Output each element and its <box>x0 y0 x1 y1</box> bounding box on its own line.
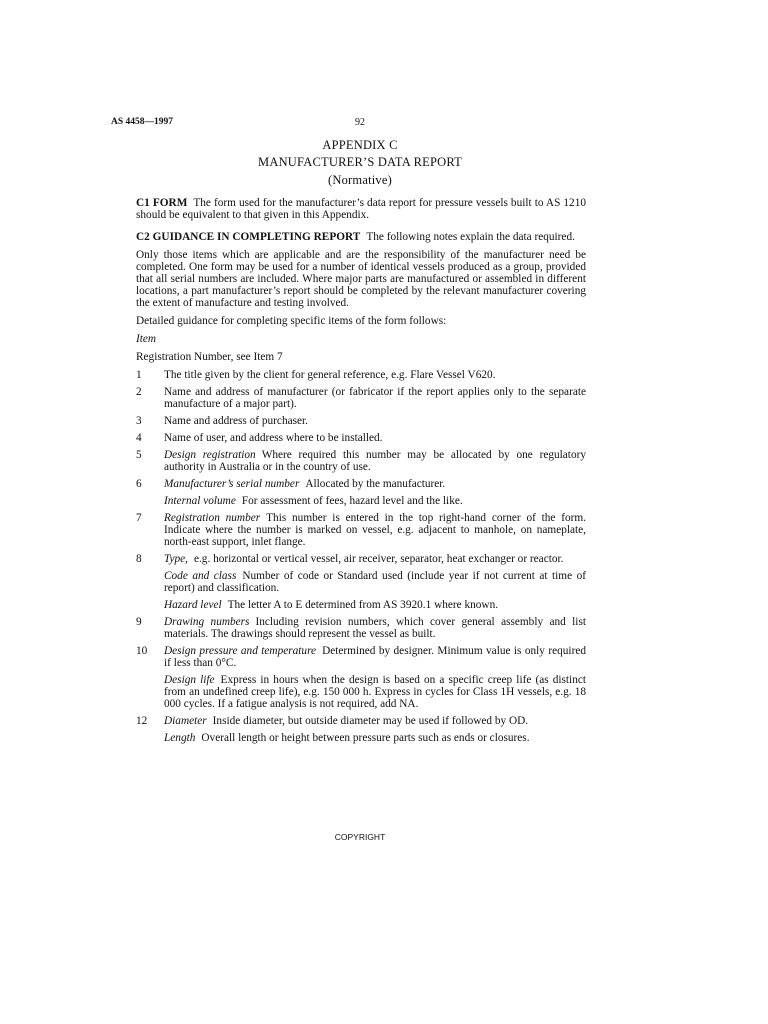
list-item <box>136 432 586 444</box>
list-item <box>136 645 586 710</box>
list-item <box>136 616 586 640</box>
item-subentry-text: Overall length or height between pressure parts such as ends or closures. <box>201 732 530 744</box>
item-body <box>164 645 586 710</box>
page-number: 92 <box>355 117 365 128</box>
item-body <box>164 478 586 507</box>
item-body <box>164 369 586 381</box>
section-c1 <box>136 197 586 221</box>
item-subentry <box>164 732 586 744</box>
list-item <box>136 369 586 381</box>
item-body <box>164 386 586 410</box>
item-number: 4 <box>136 432 142 444</box>
copyright-footer: COPYRIGHT <box>334 832 386 842</box>
item-text: This number is entered in the top right-hand corner of the form. Indicate where the number is marked on vessel, e.g. adjacent to manhole, on nameplate, north-east support, inlet flange. <box>164 512 586 548</box>
item-number: 1 <box>136 369 142 381</box>
item-text-line <box>164 553 586 565</box>
item-text-line <box>164 478 586 490</box>
item-subentry <box>164 495 586 507</box>
list-item <box>136 715 586 744</box>
section-c2-paragraph: Only those items which are applicable and are the responsibility of the manufacturer need be completed. One form may be used for a number of identical vessels produced as a group, provided that all serial numbers are included. Where major parts are manufactured or assembled in different locations, a part manufacturer’s report should be completed by the relevant manufacturer covering the extent of manufacture and testing involved. <box>136 249 586 309</box>
item-subentry-text: Number of code or Standard used (include year if not current at time of report) and classification. <box>164 570 586 594</box>
section-c2-intro: Detailed guidance for completing specific items of the form follows: <box>136 315 447 327</box>
item-number: 8 <box>136 553 142 565</box>
item-subentry <box>164 674 586 710</box>
item-subentry-term: Internal volume <box>164 495 236 507</box>
item-text-line <box>164 432 586 444</box>
item-term: Design pressure and temperature <box>164 645 317 657</box>
item-body <box>164 616 586 640</box>
item-body <box>164 715 586 744</box>
item-subentry-term: Hazard level <box>164 599 222 611</box>
item-number: 3 <box>136 415 142 427</box>
item-subentry-text: Express in hours when the design is based on a specific creep life (as distinct from an undefined creep life), e.g. 150 000 h. Express in cycles for Class 1H vessels, e.g. 18 000 cycles. If a fatigue analysis is not required, add NA. <box>164 674 586 710</box>
list-item <box>136 512 586 548</box>
item-text: Where required this number may be allocated by one regulatory authority in Australia or in the country of use. <box>164 449 586 473</box>
item-number: 5 <box>136 449 142 461</box>
item-term: Manufacturer’s serial number <box>164 478 300 490</box>
item-term: Registration number <box>164 512 261 524</box>
section-c1-title: C1 FORM <box>136 197 188 209</box>
item-text: The title given by the client for general reference, e.g. Flare Vessel V620. <box>164 369 496 381</box>
item-subentry-text: The letter A to E determined from AS 3920.1 where known. <box>227 599 499 611</box>
item-text: Allocated by the manufacturer. <box>305 478 446 490</box>
item-text: Determined by designer. Minimum value is only required if less than 0°C. <box>164 645 586 669</box>
item-subentry-term: Code and class <box>164 570 237 582</box>
item-number: 9 <box>136 616 142 628</box>
section-c2 <box>136 231 586 243</box>
appendix-title: MANUFACTURER’S DATA REPORT <box>258 155 462 169</box>
item-subentry-term: Design life <box>164 674 215 686</box>
item-body <box>164 512 586 548</box>
item-body <box>164 553 586 611</box>
item-text: e.g. horizontal or vertical vessel, air receiver, separator, heat exchanger or reactor. <box>193 553 564 565</box>
item-subentry <box>164 599 586 611</box>
document-body <box>136 197 586 749</box>
item-subentry <box>164 570 586 594</box>
section-c1-text: The form used for the manufacturer’s data report for pressure vessels built to AS 1210 should be equivalent to that given in this Appendix. <box>136 197 586 221</box>
item-text: Name and address of purchaser. <box>164 415 308 427</box>
section-c2-title: C2 GUIDANCE IN COMPLETING REPORT <box>136 231 361 243</box>
item-number: 10 <box>136 645 148 657</box>
registration-line: Registration Number, see Item 7 <box>136 351 283 363</box>
item-term: Design registration <box>164 449 256 461</box>
list-item <box>136 415 586 427</box>
appendix-normative: (Normative) <box>328 173 392 187</box>
item-text-line <box>164 449 586 473</box>
item-text-line <box>164 616 586 640</box>
item-number: 7 <box>136 512 142 524</box>
item-text-line <box>164 645 586 669</box>
list-item <box>136 553 586 611</box>
item-text: Name of user, and address where to be installed. <box>164 432 383 444</box>
item-number: 12 <box>136 715 148 727</box>
item-column-label: Item <box>136 333 157 345</box>
item-text-line <box>164 386 586 410</box>
item-text: Including revision numbers, which cover general assembly and list materials. The drawings should represent the vessel as built. <box>164 616 586 640</box>
section-c2-text: The following notes explain the data required. <box>366 231 575 243</box>
item-body <box>164 415 586 427</box>
list-item <box>136 386 586 410</box>
item-number: 2 <box>136 386 142 398</box>
item-text-line <box>164 512 586 548</box>
item-term: Type, <box>164 553 188 565</box>
item-subentry-text: For assessment of fees, hazard level and the like. <box>241 495 463 507</box>
item-number: 6 <box>136 478 142 490</box>
item-subentry-term: Length <box>164 732 196 744</box>
standard-code: AS 4458—1997 <box>111 117 174 127</box>
item-text: Inside diameter, but outside diameter may be used if followed by OD. <box>212 715 529 727</box>
item-body <box>164 449 586 473</box>
item-term: Diameter <box>164 715 207 727</box>
item-body <box>164 432 586 444</box>
list-item <box>136 449 586 473</box>
item-term: Drawing numbers <box>164 616 250 628</box>
item-text-line <box>164 415 586 427</box>
item-text: Name and address of manufacturer (or fabricator if the report applies only to the separate manufacture of a major part). <box>164 386 586 410</box>
item-text-line <box>164 369 586 381</box>
appendix-heading: APPENDIX C <box>322 138 398 152</box>
item-list <box>136 369 586 744</box>
list-item <box>136 478 586 507</box>
item-text-line <box>164 715 586 727</box>
